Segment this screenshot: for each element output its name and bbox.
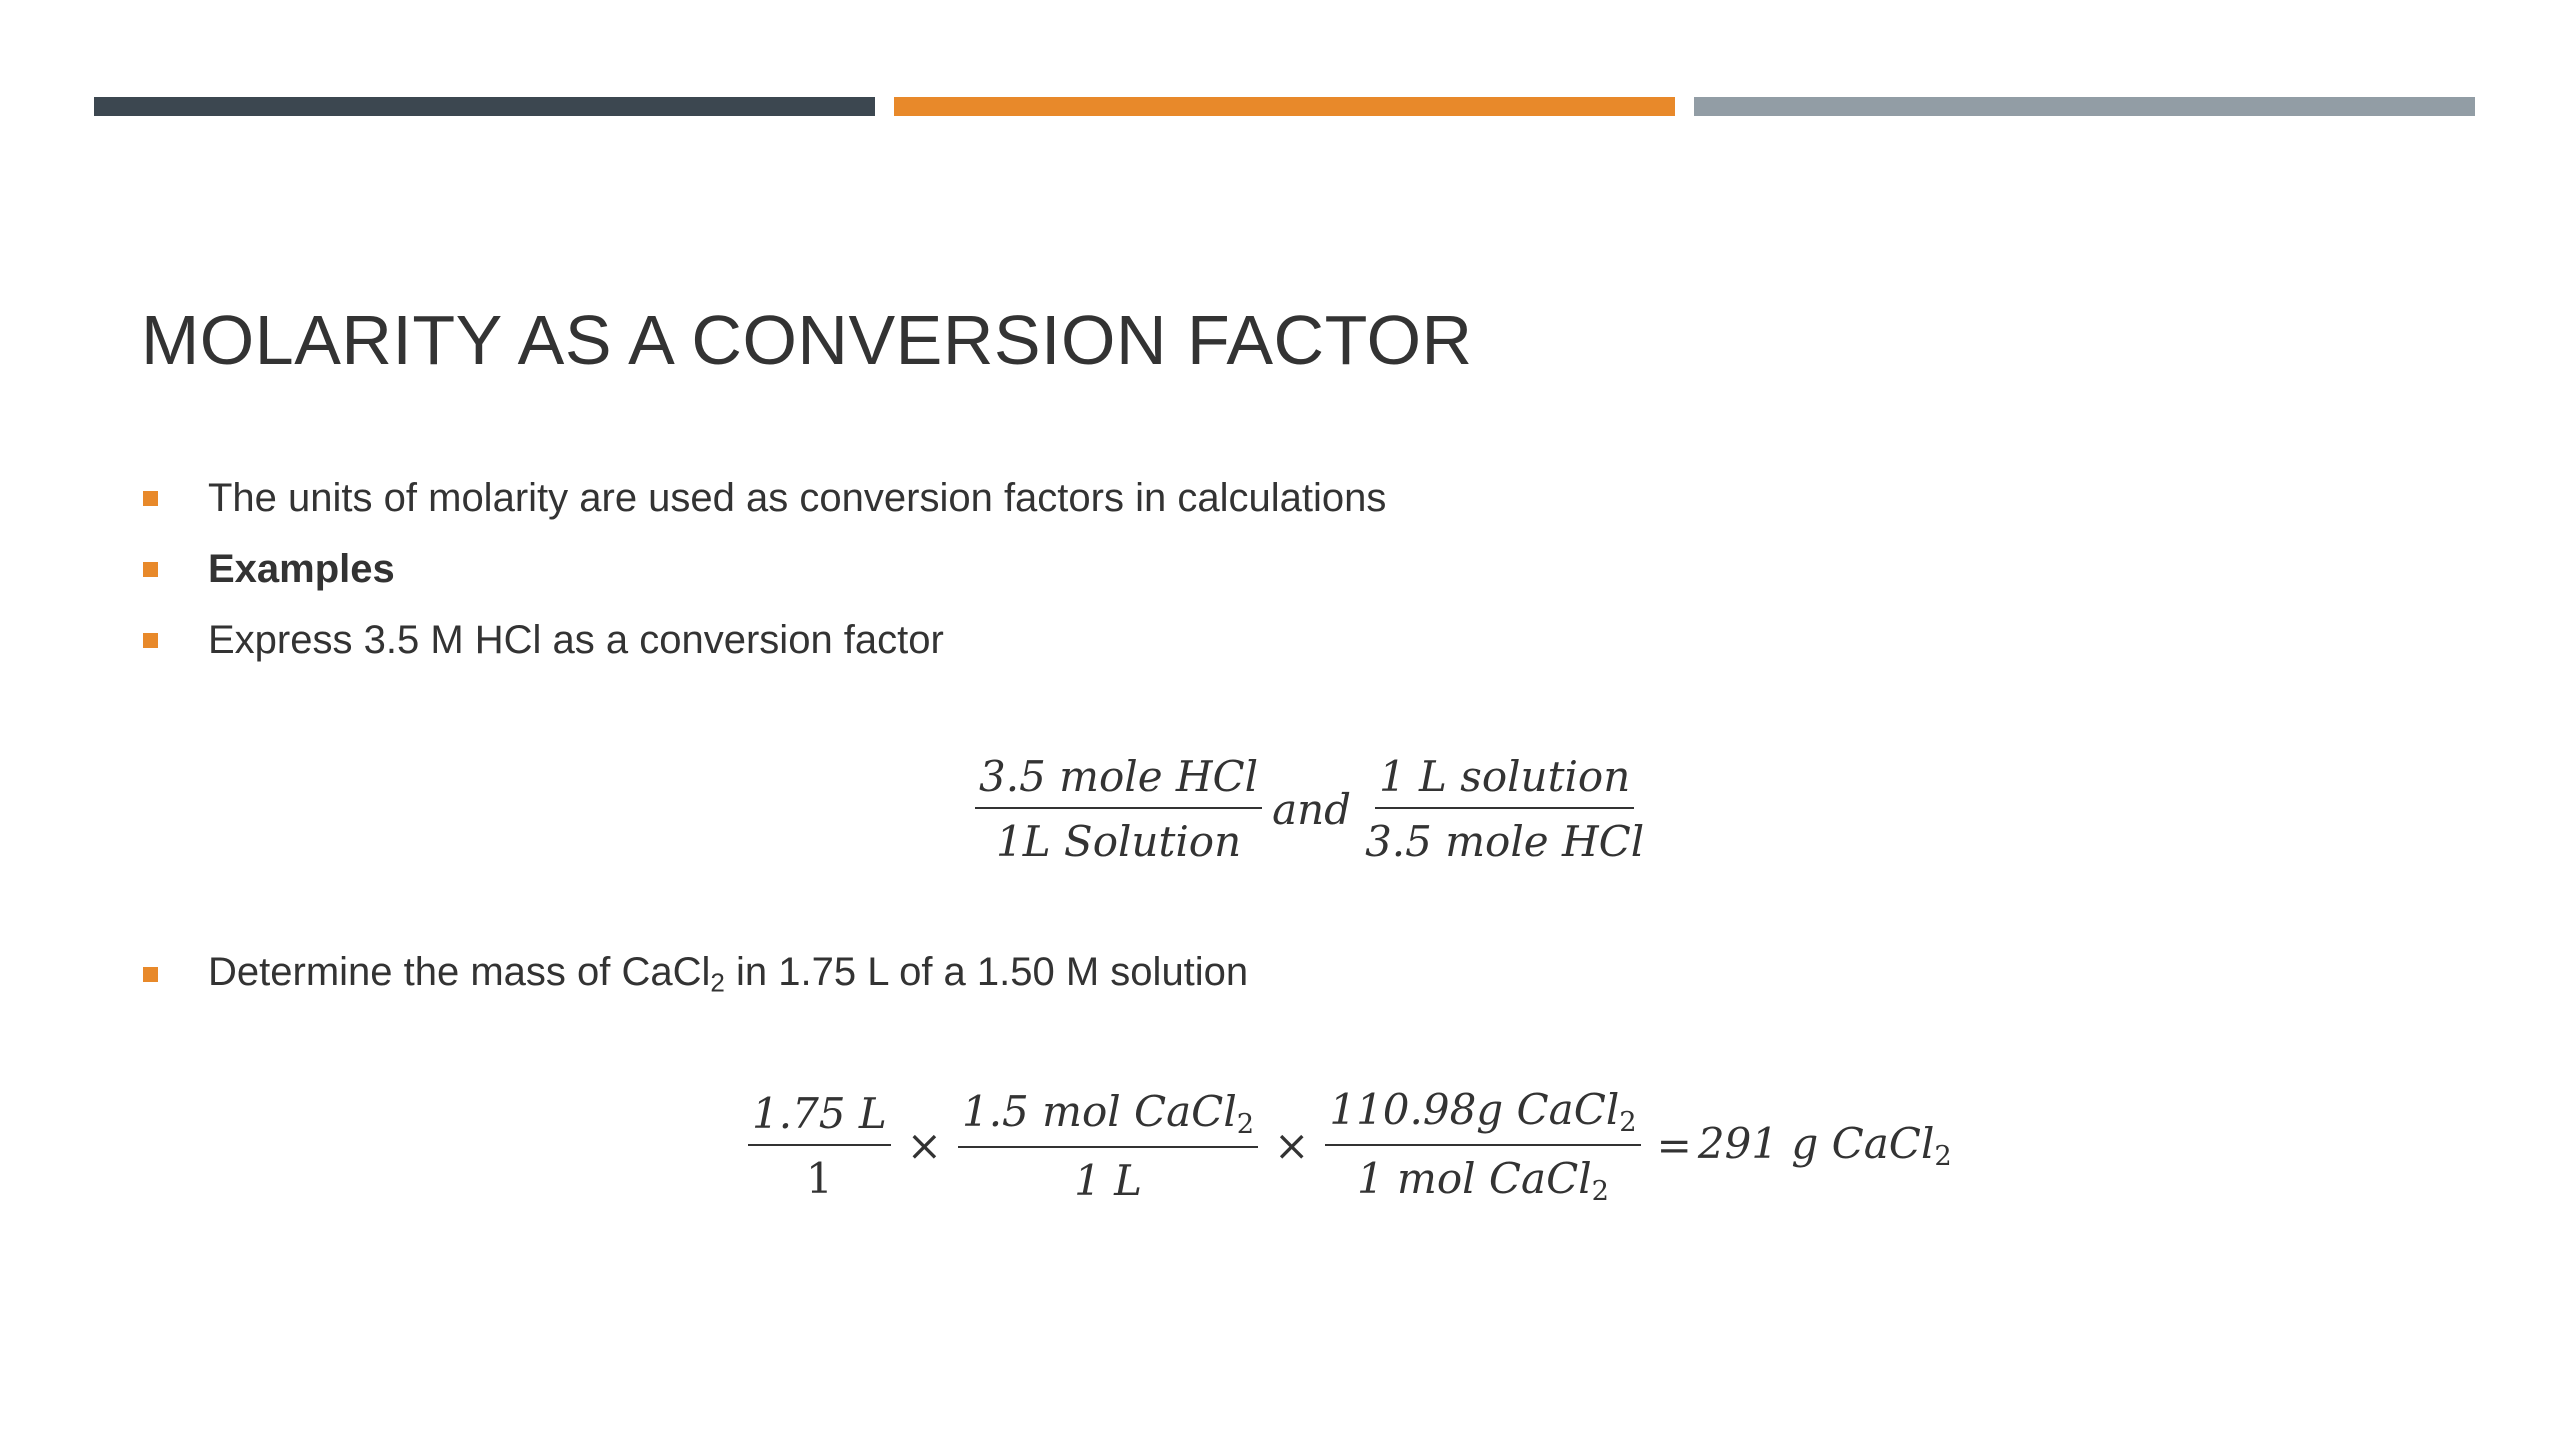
- bullet-item-2: [143, 547, 395, 592]
- fraction-denominator: 1 L: [1074, 1155, 1143, 1205]
- fraction-volume: [748, 1089, 891, 1203]
- slide-title: MOLARITY AS A CONVERSION FACTOR: [141, 301, 1473, 379]
- equation-joiner: and: [1272, 784, 1352, 834]
- numerator-text: 110.98g CaCl: [1329, 1085, 1620, 1134]
- equation-conversion-factors: [965, 752, 1658, 866]
- denominator-text: 1 mol CaCl: [1356, 1153, 1592, 1203]
- times-operator: ×: [1274, 1121, 1310, 1171]
- bullet-text-3: Express 3.5 M HCl as a conversion factor: [208, 618, 944, 662]
- numerator-subscript: 2: [1619, 1106, 1637, 1138]
- top-bar-dark: [94, 97, 875, 116]
- top-bar-orange: [894, 97, 1675, 116]
- fraction-numerator: [1325, 1085, 1640, 1146]
- bullet-text-4-pre: Determine the mass of CaCl: [208, 950, 711, 994]
- bullet-square-icon: [143, 491, 158, 506]
- fraction-liter-per-hcl: [1361, 752, 1648, 866]
- fraction-molarity: [958, 1087, 1258, 1205]
- equation-result: [1698, 1119, 1952, 1172]
- fraction-numerator: [958, 1087, 1258, 1148]
- equation-mass-calculation: [738, 1085, 1952, 1207]
- result-text: 291 g CaCl: [1697, 1119, 1935, 1169]
- bullet-item-1: [143, 476, 1386, 521]
- fraction-denominator: 1L Solution: [995, 817, 1242, 866]
- fraction-denominator: [1353, 1146, 1613, 1207]
- fraction-molar-mass: [1325, 1085, 1640, 1207]
- fraction-numerator: 1 L solution: [1375, 752, 1634, 809]
- bullet-item-3: [143, 618, 944, 663]
- fraction-numerator: 3.5 mole HCl: [975, 752, 1262, 809]
- bullet-square-icon: [143, 562, 158, 577]
- times-operator: ×: [906, 1121, 942, 1171]
- bullet-text-1: The units of molarity are used as conversion factors in calculations: [208, 476, 1387, 520]
- fraction-denominator: 3.5 mole HCl: [1365, 817, 1645, 866]
- bullet-text-4-sub: 2: [710, 967, 725, 998]
- numerator-text: 1.5 mol CaCl: [961, 1086, 1237, 1136]
- bullet-item-4: [143, 950, 1248, 999]
- numerator-subscript: 2: [1236, 1108, 1255, 1140]
- bullet-square-icon: [143, 967, 158, 982]
- denominator-subscript: 2: [1591, 1175, 1610, 1207]
- equals-operator: =: [1656, 1121, 1692, 1171]
- fraction-denominator: 1: [806, 1153, 833, 1203]
- fraction-hcl-per-liter: [975, 752, 1262, 866]
- bullet-text-4: [208, 950, 1248, 999]
- fraction-numerator: 1.75 L: [748, 1089, 891, 1146]
- result-subscript: 2: [1934, 1141, 1952, 1173]
- bullet-text-2: Examples: [208, 547, 395, 591]
- top-bar-gray: [1694, 97, 2475, 116]
- bullet-text-4-post: in 1.75 L of a 1.50 M solution: [724, 950, 1249, 994]
- bullet-square-icon: [143, 633, 158, 648]
